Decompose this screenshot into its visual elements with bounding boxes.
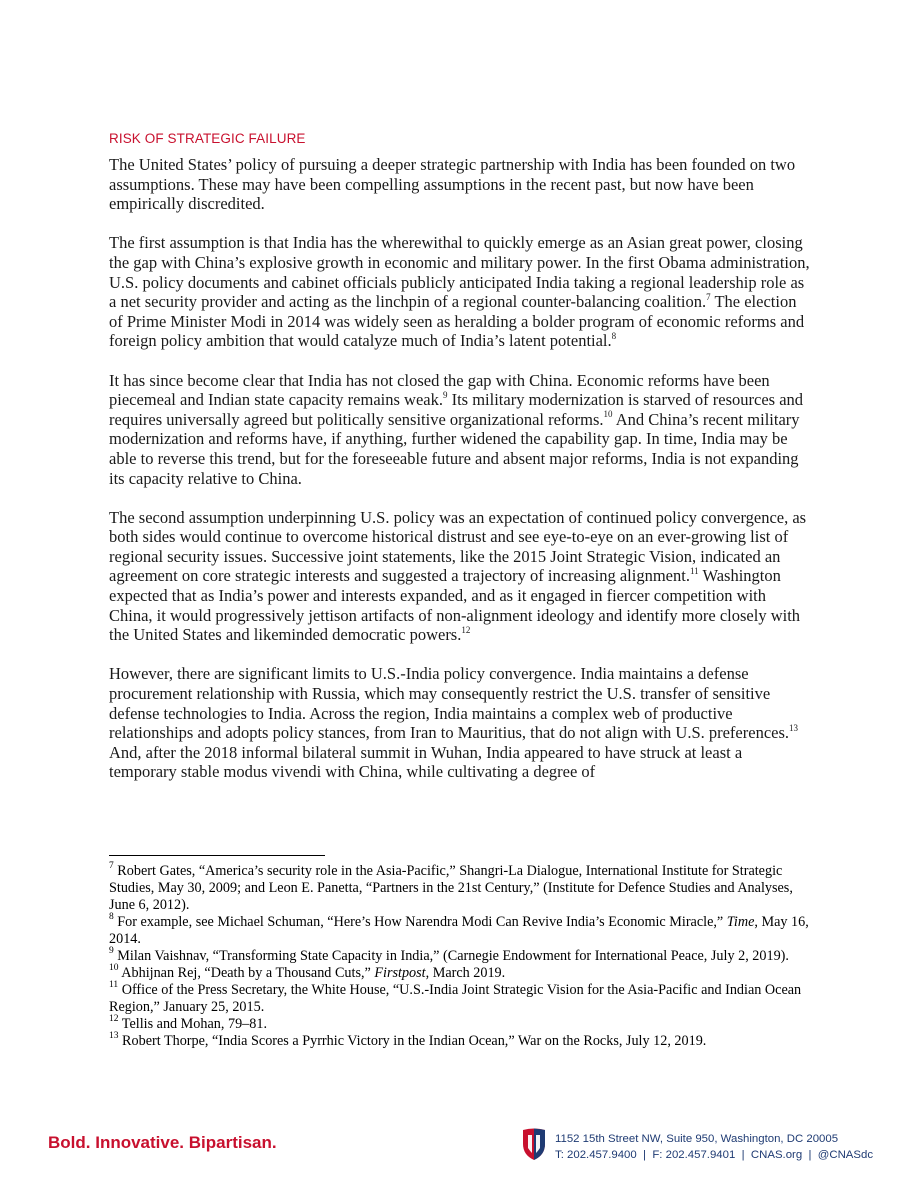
footnote-9: $^9$ Milan Vaishnav, “Transforming State Capacity in India,” (Carnegie Endowment for International Peace, July 2, 2019). [109, 946, 789, 964]
paragraph-2: The first assumption is that India has the wherewithal to quickly emerge as an Asian great power, closing the gap with China’s explosive growth in economic and military power. In the first Obama administration, U.S. policy documents and cabinet officials publicly anticipated India taking a regional leadership role as a net security provider and acting as the linchpin of a regional counter-balancing coalition.$^7$ The election of Prime Minister Modi in 2014 was widely seen as heralding a bolder program of economic reforms and foreign policy ambition that would catalyze much of India’s latent potential.$^8$ [109, 233, 810, 351]
footer-tagline: Bold. Innovative. Bipartisan. [48, 1133, 277, 1152]
footnote-13: $^{13}$ Robert Thorpe, “India Scores a Pyrrhic Victory in the Indian Ocean,” War on the Rocks, July 12, 2019. [109, 1031, 707, 1049]
footnote-8: $^8$ For example, see Michael Schuman, “Here’s How Narendra Modi Can Revive India’s Economic Miracle,” Time, May 16, 2014. [109, 912, 809, 947]
footnote-12: $^{12}$ Tellis and Mohan, 79–81. [109, 1014, 267, 1032]
footer-phone-web: T: 202.457.9400 | F: 202.457.9401 | CNAS.org | @CNASdc [555, 1149, 874, 1161]
footnote-7: $^7$ Robert Gates, “America’s security role in the Asia-Pacific,” Shangri-La Dialogue, International Institute for Strategic Studies, May 30, 2009; and Leon E. Panetta, “Partners in the 21st Century,” (Institute for Defence Studies and Analyses, June 6, 2012). [109, 861, 793, 913]
paragraph-1: The United States’ policy of pursuing a deeper strategic partnership with India has been founded on two assumptions. These may have been compelling assumptions in the recent past, but now have been empirically discredited. [109, 155, 796, 214]
footnote-11: $^{11}$ Office of the Press Secretary, the White House, “U.S.-India Joint Strategic Vision for the Asia-Pacific and Indian Ocean Region,” January 25, 2015. [109, 980, 802, 1015]
paragraph-3: It has since become clear that India has not closed the gap with China. Economic reforms have been piecemeal and Indian state capacity remains weak.$^9$ Its military modernization is starved of resources and requires universally agreed but politically sensitive organizational reforms.$^{10}$ And China’s recent military modernization and reforms have, if anything, further widened the capability gap. In time, India may be able to reverse this trend, but for the foreseeable future and absent major reforms, India is not expanding its capacity relative to China. [109, 370, 804, 488]
paragraph-5: However, there are significant limits to U.S.-India policy convergence. India maintains a defense procurement relationship with Russia, which may consequently restrict the U.S. transfer of sensitive defense technologies to India. Across the region, India maintains a complex web of productive relationships and adopts policy stances, from Iran to Mauritius, that do not align with U.S. preferences.$^{13}$ And, after the 2018 informal bilateral summit in Wuhan, India appeared to have struck at least a temporary stable modus vivendi with China, while cultivating a degree of [109, 664, 799, 782]
footnote-ref[interactable]: 10 [603, 409, 613, 420]
footnotes [109, 863, 811, 1050]
footnote-ref[interactable]: 13 [789, 722, 799, 733]
paragraph-4: The second assumption underpinning U.S. policy was an expectation of continued policy convergence, as both sides would continue to overcome historical distrust and see eye-to-eye on an ever-growing list of regional security issues. Successive joint statements, like the 2015 Joint Strategic Vision, indicated an agreement on core strategic interests and suggested a trajectory of increasing alignment.$^{11}$ Washington expected that as India’s power and interests expanded, and as it engaged in fiercer competition with China, it would progressively jettison artifacts of non-alignment ideology and identify more closely with the United States and likeminded democratic powers.$^{12}$ [109, 507, 807, 645]
cnas-shield-icon [521, 1127, 547, 1161]
footnote-divider [109, 855, 325, 856]
footnote-ref[interactable]: 12 [461, 624, 471, 635]
footnote-ref[interactable]: 11 [689, 565, 699, 576]
footnote-ref[interactable]: 7 [706, 291, 711, 302]
footnote-10: $^{10}$ Abhijnan Rej, “Death by a Thousand Cuts,” Firstpost, March 2019. [109, 963, 506, 981]
footer-address: 1152 15th Street NW, Suite 950, Washington, DC 20005 [555, 1133, 839, 1145]
section-heading: RISK OF STRATEGIC FAILURE [109, 131, 306, 146]
footer-contact [555, 1131, 873, 1163]
footnote-ref[interactable]: 9 [442, 389, 448, 400]
footnote-ref[interactable]: 8 [611, 330, 617, 341]
body-text [109, 155, 811, 802]
